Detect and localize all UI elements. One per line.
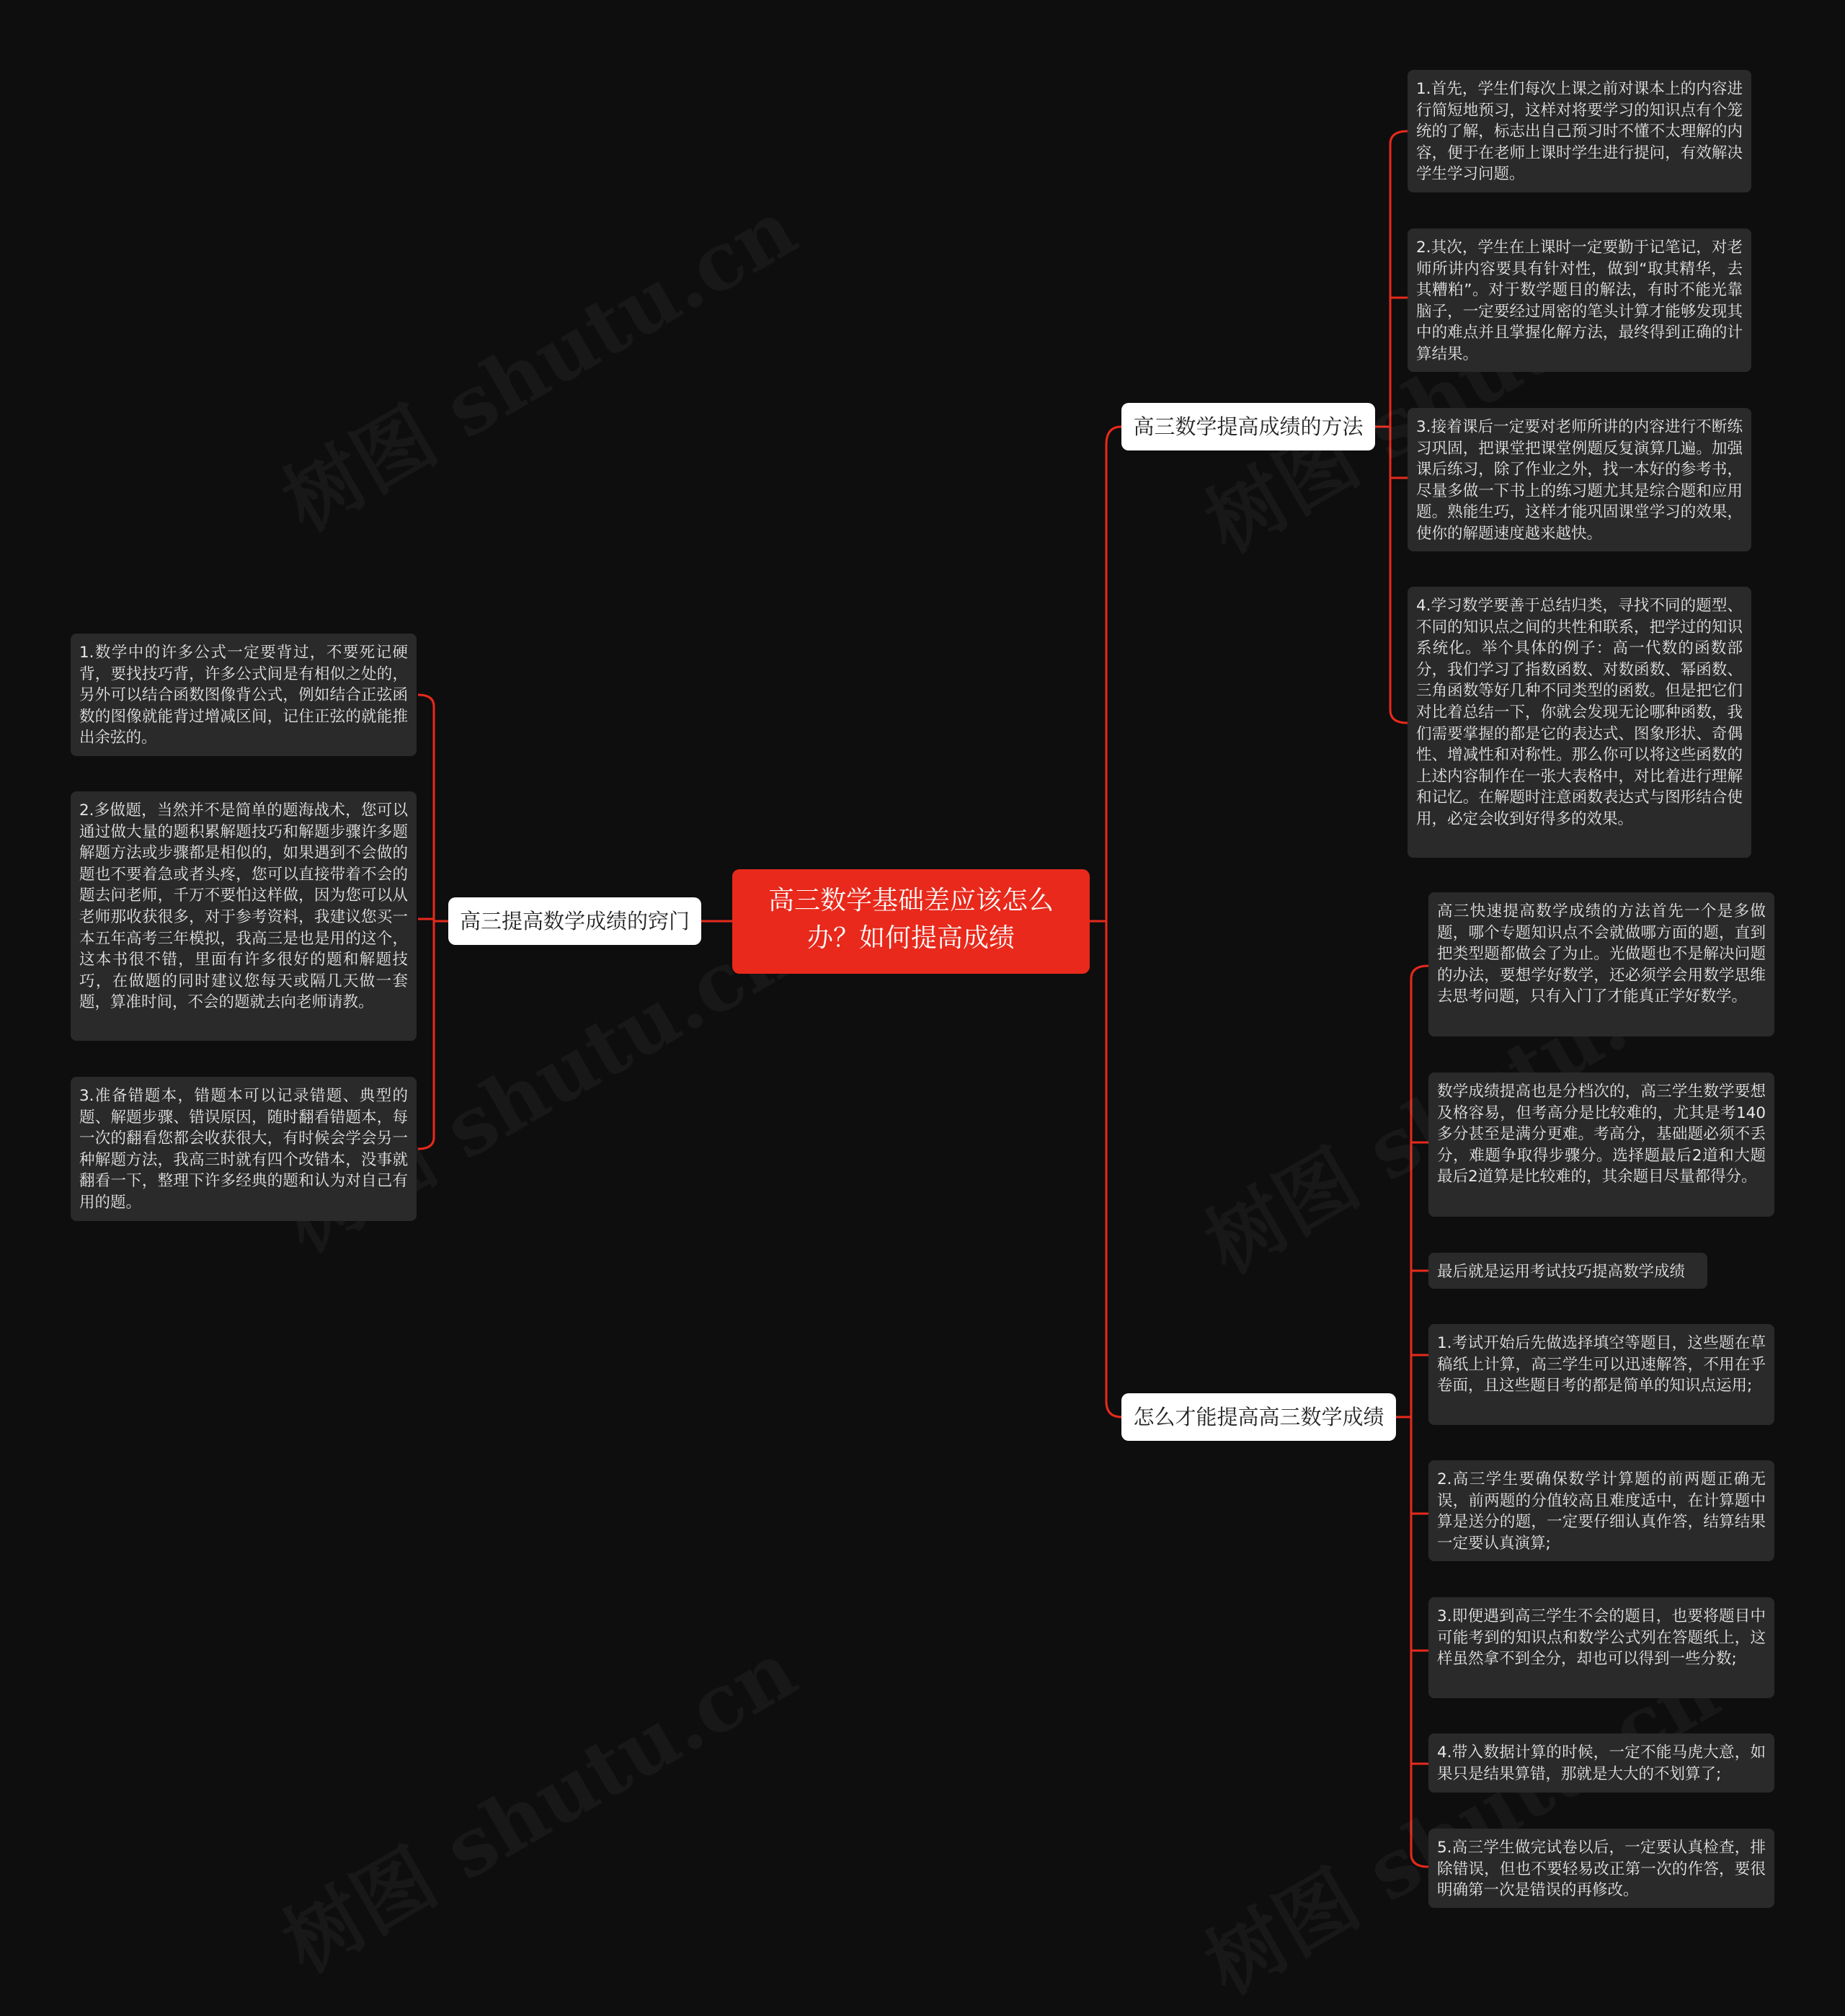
leaf-text: 2.其次，学生在上课时一定要勤于记笔记，对老师所讲内容要具有针对性，做到“取其精华，去其糟粕”。对于数学题目的解法，有时不能光靠脑子，一定要经过周密的笔头计算才能够发现其中的难点并且掌握化解方法，最终得到正确的计算结果。 <box>1416 239 1743 363</box>
leaf-text: 1.数学中的许多公式一定要背过，不要死记硬背，要找技巧背，许多公式间是有相似之处的，另外可以结合函数图像背公式，例如结合正弦函数的图像就能背过增减区间，记住正弦的就能推出余弦的。 <box>79 644 408 747</box>
leaf-text: 2.高三学生要确保数学计算题的前两题正确无误，前两题的分值较高且难度适中，在计算题中算是送分的题，一定要仔细认真作答，结算结果一定要认真演算; <box>1437 1470 1766 1553</box>
branch-how-to-improve-label: 怎么才能提高高三数学成绩 <box>1133 1405 1384 1429</box>
leaf-text: 3.接着课后一定要对老师所讲的内容进行不断练习巩固，把课堂把课堂例题反复演算几遍。加强课后练习，除了作业之外，找一本好的参考书，尽量多做一下书上的练习题尤其是综合题和应用题。熟能生巧，这样才能巩固课堂学习的效果，使你的解题速度越来越快。 <box>1416 418 1743 543</box>
branch-tips-label: 高三提高数学成绩的窍门 <box>459 909 690 933</box>
leaf-text: 4.带入数据计算的时候，一定不能马虎大意，如果只是结果算错，那就是大大的不划算了; <box>1437 1744 1766 1783</box>
leaf-methods-3[interactable] <box>1408 408 1751 551</box>
leaf-methods-2[interactable] <box>1408 228 1751 372</box>
leaf-methods-1[interactable] <box>1408 70 1751 192</box>
leaf-text: 最后就是运用考试技巧提高数学成绩 <box>1437 1263 1686 1281</box>
branch-tips[interactable] <box>448 897 701 945</box>
leaf-text: 1.首先，学生们每次上课之前对课本上的内容进行简短地预习，这样对将要学习的知识点有个笼统的了解，标志出自己预习时不懂不太理解的内容，便于在老师上课时学生进行提问，有效解决学生学习问题。 <box>1416 80 1743 184</box>
leaf-text: 5.高三学生做完试卷以后，一定要认真检查，排除错误，但也不要轻易改正第一次的作答，要很明确第一次是错误的再修改。 <box>1437 1839 1766 1900</box>
leaf-text: 3.准备错题本，错题本可以记录错题、典型的题、解题步骤、错误原因，随时翻看错题本，每一次的翻看您都会收获很大，有时候会学会另一种解题方法，我高三时就有四个改错本，没事就翻看一下，整理下许多经典的题和认为对自己有用的题。 <box>79 1087 408 1212</box>
leaf-improve-8[interactable] <box>1428 1829 1774 1908</box>
branch-methods[interactable] <box>1121 403 1375 450</box>
root-topic[interactable] <box>732 869 1090 974</box>
leaf-tips-3[interactable] <box>71 1077 417 1221</box>
leaf-text: 高三快速提高数学成绩的方法首先一个是多做题，哪个专题知识点不会就做哪方面的题，直到把类型题都做会了为止。光做题也不是解决问题的办法，要想学好数学，还必须学会用数学思维去思考问题，只有入门了才能真正学好数学。 <box>1437 902 1766 1006</box>
root-topic-label: 高三数学基础差应该怎么办？如何提高成绩 <box>768 886 1054 953</box>
leaf-text: 3.即便遇到高三学生不会的题目，也要将题目中可能考到的知识点和数学公式列在答题纸上，这样虽然拿不到全分，却也可以得到一些分数; <box>1437 1607 1766 1669</box>
leaf-improve-6[interactable] <box>1428 1597 1774 1698</box>
leaf-tips-2[interactable] <box>71 791 417 1041</box>
leaf-improve-2[interactable] <box>1428 1073 1774 1217</box>
leaf-tips-1[interactable] <box>71 634 417 756</box>
branch-methods-label: 高三数学提高成绩的方法 <box>1133 414 1364 439</box>
leaf-improve-1[interactable] <box>1428 892 1774 1036</box>
branch-how-to-improve[interactable] <box>1121 1393 1396 1441</box>
leaf-improve-7[interactable] <box>1428 1733 1774 1793</box>
leaf-text: 4.学习数学要善于总结归类，寻找不同的题型、不同的知识点之间的共性和联系，把学过的知识系统化。举个具体的例子：高一代数的函数部分，我们学习了指数函数、对数函数、幂函数、三角函数等好几种不同类型的函数。但是把它们对比着总结一下，你就会发现无论哪种函数，我们需要掌握的都是它的表达式、图象形状、奇偶性、增减性和对称性。那么你可以将这些函数的上述内容制作在一张大表格中，对比着进行理解和记忆。在解题时注意函数表达式与图形结合使用，必定会收到好得多的效果。 <box>1416 597 1743 828</box>
leaf-improve-4[interactable] <box>1428 1324 1774 1425</box>
leaf-methods-4[interactable] <box>1408 587 1751 858</box>
leaf-improve-5[interactable] <box>1428 1460 1774 1561</box>
leaf-text: 2.多做题，当然并不是简单的题海战术，您可以通过做大量的题积累解题技巧和解题步骤许多题解题方法或步骤都是相似的，如果遇到不会做的题也不要着急或者头疼，您可以直接带着不会的题去问老师，千万不要怕这样做，因为您可以从老师那收获很多，对于参考资料，我建议您买一本五年高考三年模拟，我高三是也是用的这个，这本书很不错，里面有许多很好的题和解题技巧，在做题的同时建议您每天或隔几天做一套题，算准时间，不会的题就去向老师请教。 <box>79 801 408 1012</box>
leaf-text: 1.考试开始后先做选择填空等题目，这些题在草稿纸上计算，高三学生可以迅速解答，不用在乎卷面，且这些题目考的都是简单的知识点运用; <box>1437 1334 1766 1395</box>
leaf-improve-3[interactable] <box>1428 1253 1707 1289</box>
leaf-text: 数学成绩提高也是分档次的，高三学生数学要想及格容易，但考高分是比较难的，尤其是考140多分甚至是满分更难。考高分，基础题必须不丢分，难题争取得步骤分。选择题最后2道和大题最后2道算是比较难的，其余题目尽量都得分。 <box>1437 1083 1766 1186</box>
